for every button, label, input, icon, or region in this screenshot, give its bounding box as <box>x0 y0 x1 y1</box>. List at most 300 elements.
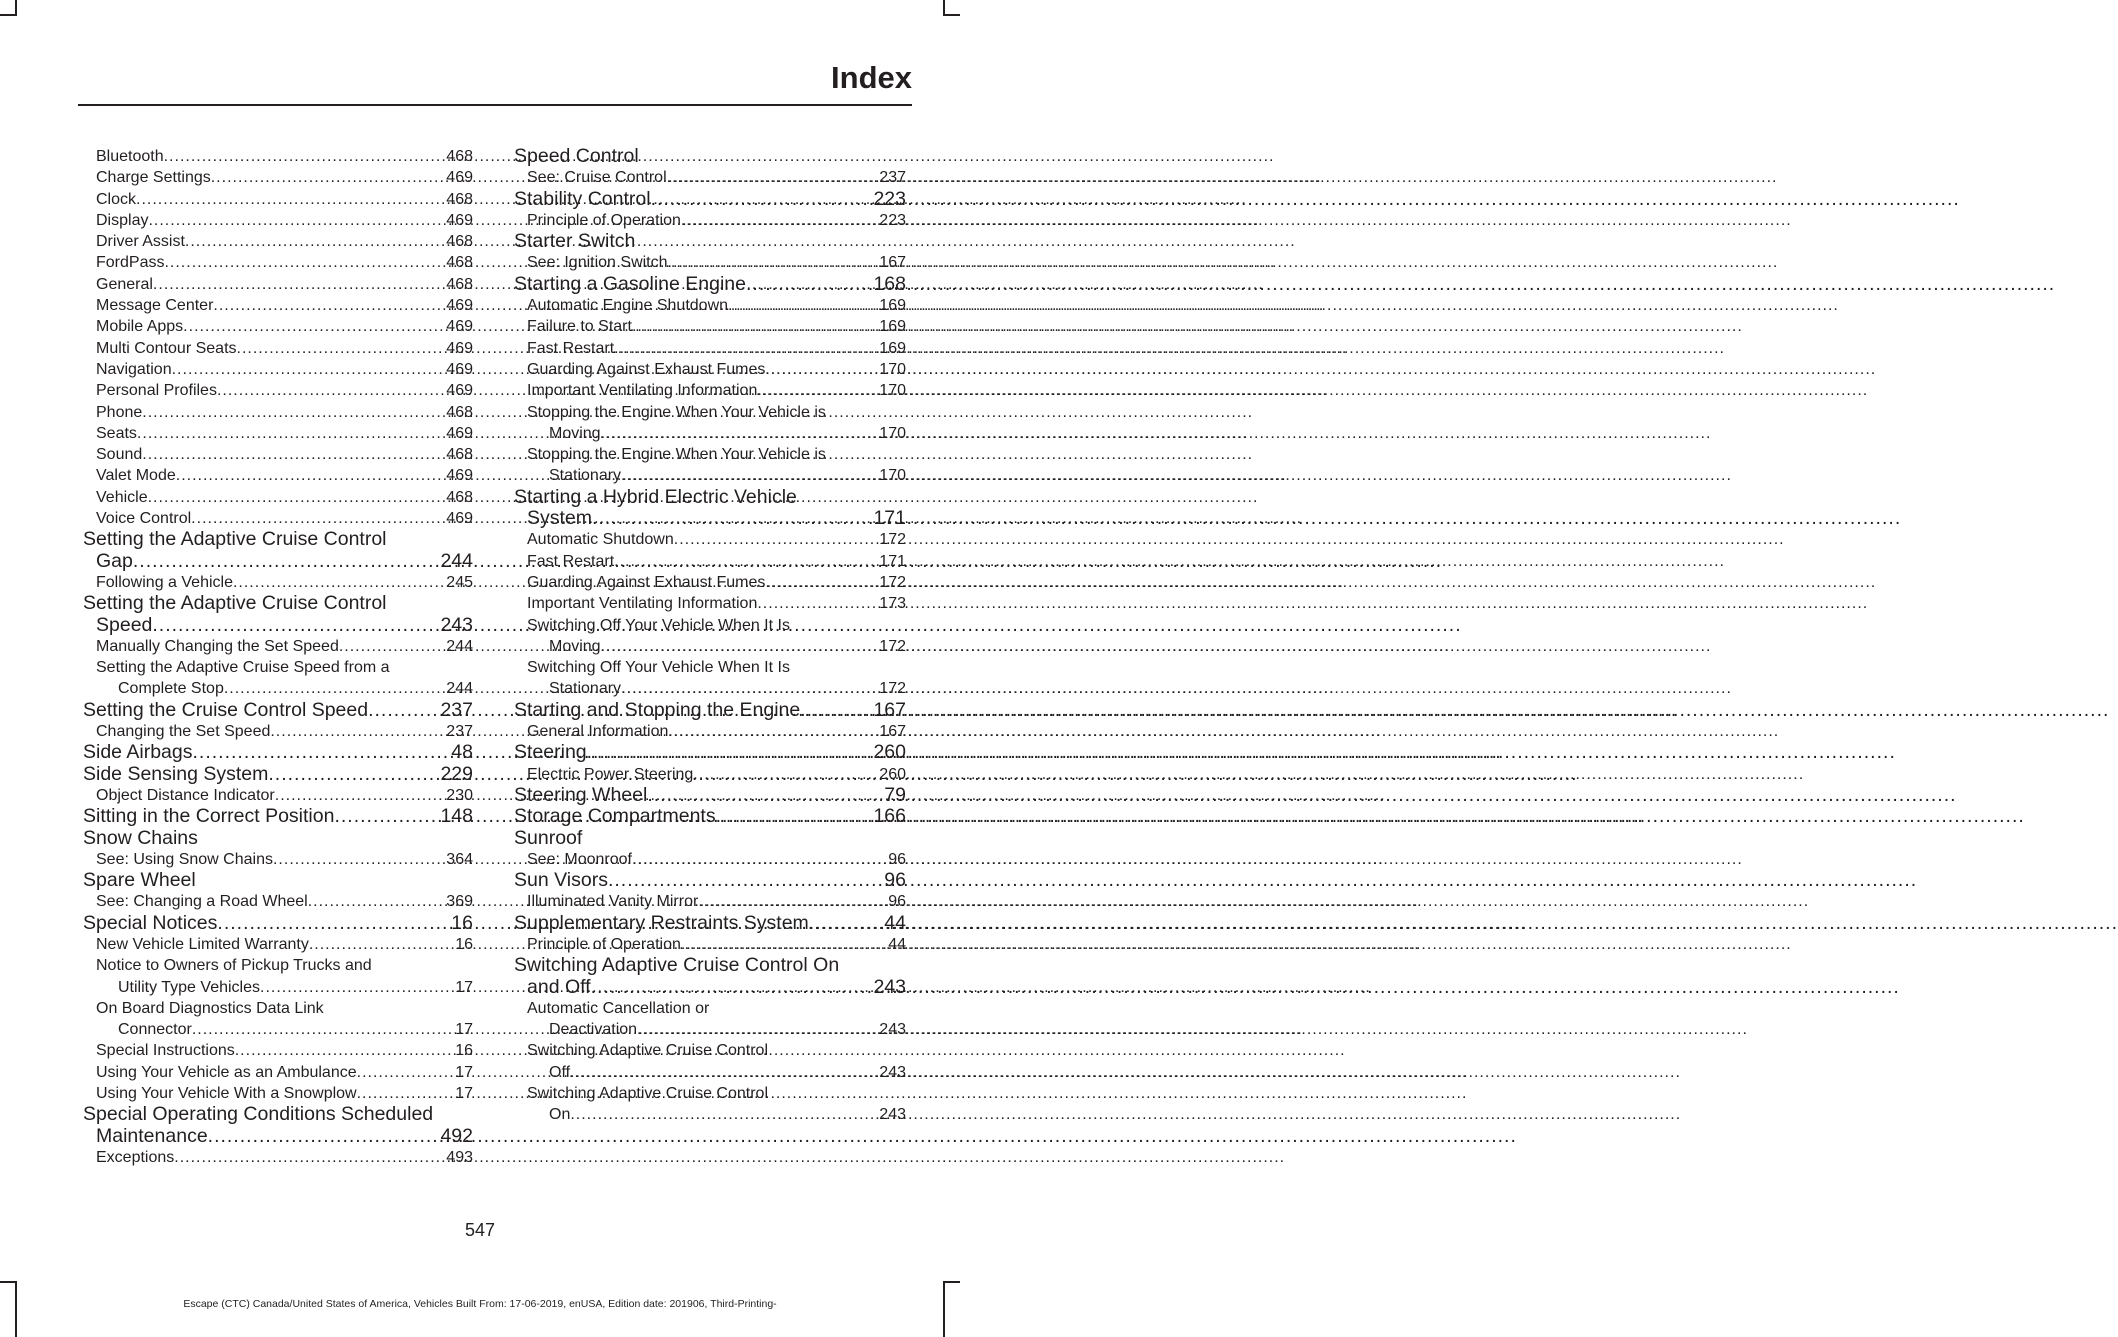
dot-leader <box>591 977 874 998</box>
index-entry-label: Automatic Shutdown <box>527 531 674 549</box>
index-entry-label: Starting and Stopping the Engine <box>514 698 801 721</box>
index-entry <box>514 380 906 401</box>
index-entry-page: 171 <box>879 552 906 570</box>
dot-leader <box>174 1147 446 1168</box>
index-entry-label: Fast Restart <box>527 339 615 357</box>
index-entry-label: Vehicle <box>96 488 148 506</box>
dot-leader <box>164 146 447 167</box>
index-entry <box>83 785 473 806</box>
index-entry <box>514 1019 906 1040</box>
index-entry <box>514 551 906 572</box>
index-entry-label: Special Operating Conditions Scheduled <box>83 1103 434 1126</box>
dot-leader <box>681 210 879 231</box>
index-entry <box>83 487 473 508</box>
index-entry-label: Personal Profiles <box>96 382 217 400</box>
index-entry <box>514 529 906 550</box>
index-entry-label: Voice Control <box>96 510 192 528</box>
index-entry <box>83 615 473 636</box>
dot-leader <box>698 891 888 912</box>
dot-leader <box>800 700 873 721</box>
index-entry <box>83 955 473 976</box>
index-entry <box>514 891 906 912</box>
dot-leader <box>651 189 874 210</box>
index-entry-label: Charge Settings <box>96 169 211 187</box>
index-entry-page: 79 <box>884 783 906 806</box>
index-entry <box>514 913 906 934</box>
index-entry-label: Using Your Vehicle as an Ambulance <box>96 1063 357 1081</box>
dot-leader <box>668 252 880 273</box>
index-entry <box>83 1062 473 1083</box>
index-entry <box>514 316 906 337</box>
index-entry <box>83 210 473 231</box>
page-number: 547 <box>464 1220 496 1240</box>
dot-leader <box>224 678 446 699</box>
dot-leader <box>137 423 446 444</box>
dot-leader <box>632 316 879 337</box>
index-entry <box>83 700 473 721</box>
dot-leader <box>668 721 879 742</box>
document-footer: Escape (CTC) Canada/United States of America, Vehicles Built From: 17-06-2019, enUSA, Edition date: 201906, Third-Printing- <box>183 1298 777 1310</box>
index-entry-label: Moving <box>549 424 601 442</box>
index-entry-page: 167 <box>873 698 906 721</box>
dot-leader <box>614 338 879 359</box>
index-entry-page: 243 <box>873 975 906 998</box>
index-entry-label: Multi Contour Seats <box>96 339 237 357</box>
dot-leader <box>268 764 440 785</box>
dot-leader <box>270 721 446 742</box>
index-entry-label: Driver Assist <box>96 233 185 251</box>
index-entry-label: Principle of Operation <box>527 935 681 953</box>
index-entry-label: See: Changing a Road Wheel <box>96 893 308 911</box>
index-entry-label: See: Cruise Control <box>527 169 667 187</box>
header-divider <box>78 104 912 106</box>
dot-leader <box>191 508 446 529</box>
index-entry-page: 245 <box>446 573 473 591</box>
index-entry <box>83 551 473 572</box>
dot-leader <box>217 380 446 401</box>
index-entry-page: 223 <box>879 211 906 229</box>
index-entry <box>514 615 906 636</box>
index-entry-label: Important Ventilating Information <box>527 595 758 613</box>
index-entry-page: 469 <box>446 510 473 528</box>
index-entry <box>83 1147 473 1168</box>
index-entry-page: 48 <box>451 741 473 764</box>
index-entry <box>83 529 473 550</box>
index-entry <box>83 891 473 912</box>
index-entry-label: Starter Switch <box>514 230 636 253</box>
index-entry <box>514 146 906 167</box>
index-entry-page: 170 <box>879 424 906 442</box>
index-entry-page: 469 <box>446 424 473 442</box>
index-entry <box>514 189 906 210</box>
dot-leader <box>716 806 874 827</box>
index-entry-label: Sunroof <box>514 826 583 849</box>
page-title: Index <box>831 60 912 95</box>
index-entry-label: Principle of Operation <box>527 211 681 229</box>
dot-leader <box>213 295 446 316</box>
dot-leader <box>681 934 888 955</box>
index-entry-label: Exceptions <box>96 1148 175 1166</box>
index-entry <box>514 955 906 976</box>
index-entry <box>83 338 473 359</box>
index-entry-label: Failure to Start <box>527 318 632 336</box>
index-entry-page: 469 <box>446 318 473 336</box>
dot-leader <box>357 1083 456 1104</box>
index-entry <box>83 1040 473 1061</box>
dot-leader <box>765 359 879 380</box>
dot-leader <box>211 167 447 188</box>
dot-leader <box>148 210 446 231</box>
index-entry-label: General Information <box>527 723 669 741</box>
index-entry-page: 260 <box>879 765 906 783</box>
index-entry-label: Sun Visors <box>514 869 608 892</box>
index-entry-page: 44 <box>884 911 906 934</box>
index-entry-page: 469 <box>446 297 473 315</box>
index-entry-label: System <box>527 507 593 530</box>
index-entry-page: 17 <box>455 978 473 996</box>
index-entry <box>83 189 473 210</box>
index-entry <box>83 167 473 188</box>
index-entry-label: General <box>96 275 153 293</box>
index-entry <box>514 508 906 529</box>
crop-mark-bottom-left-h <box>0 1281 17 1283</box>
index-entry-page: 172 <box>879 637 906 655</box>
index-entry-label: Automatic Engine Shutdown <box>527 297 729 315</box>
index-entry-page: 169 <box>879 318 906 336</box>
index-entry-page: 260 <box>873 741 906 764</box>
dot-leader <box>133 551 441 572</box>
dot-leader <box>275 785 447 806</box>
index-entry <box>514 678 906 699</box>
index-entry-label: FordPass <box>96 254 165 272</box>
index-entry <box>83 998 473 1019</box>
crop-mark-bottom-right-h <box>943 1281 960 1283</box>
index-entry <box>514 1104 906 1125</box>
index-entry-page: 172 <box>879 573 906 591</box>
index-entry-label: Important Ventilating Information <box>527 382 758 400</box>
index-entry-page: 468 <box>446 148 473 165</box>
index-entry-label: On <box>549 1106 571 1124</box>
index-entry <box>514 849 906 870</box>
dot-leader <box>233 572 446 593</box>
index-entry-label: Sitting in the Correct Position <box>83 805 335 828</box>
index-entry <box>514 657 906 678</box>
index-entry-label: Special Instructions <box>96 1042 235 1060</box>
dot-leader <box>809 913 885 934</box>
index-entry-page: 96 <box>888 893 906 911</box>
index-entry-label: Seats <box>96 424 137 442</box>
crop-mark-top-right <box>943 0 945 14</box>
index-entry <box>514 828 906 849</box>
index-column-right <box>514 146 906 1126</box>
dot-leader <box>183 316 446 337</box>
index-entry-page: 243 <box>879 1106 906 1124</box>
dot-leader <box>592 508 873 529</box>
index-entry-label: Switching Off Your Vehicle When It Is <box>527 659 790 677</box>
index-entry-label: Manually Changing the Set Speed <box>96 637 339 655</box>
index-entry <box>514 572 906 593</box>
index-entry <box>83 849 473 870</box>
dot-leader <box>176 465 447 486</box>
index-entry <box>83 1104 473 1125</box>
dot-leader <box>757 593 879 614</box>
index-entry-label: New Vehicle Limited Warranty <box>96 935 309 953</box>
index-entry <box>514 934 906 955</box>
index-entry <box>514 231 906 252</box>
index-entry-label: Supplementary Restraints System <box>514 911 809 934</box>
crop-mark-top-right-h <box>943 14 960 16</box>
index-entry <box>514 721 906 742</box>
dot-leader <box>614 551 879 572</box>
index-entry <box>83 316 473 337</box>
index-entry-label: Stopping the Engine When Your Vehicle is <box>527 403 826 421</box>
index-entry-page: 17 <box>455 1085 473 1103</box>
index-entry-label: Stability Control <box>514 187 651 210</box>
index-entry <box>83 870 473 891</box>
index-entry <box>83 423 473 444</box>
index-entry <box>83 678 473 699</box>
index-entry-label: Utility Type Vehicles <box>118 978 260 996</box>
index-entry <box>514 785 906 806</box>
index-entry <box>514 252 906 273</box>
index-entry-page: 468 <box>446 190 473 208</box>
index-entry-label: Stopping the Engine When Your Vehicle is <box>527 446 826 464</box>
index-entry-page: 468 <box>446 233 473 251</box>
index-entry-page: 469 <box>446 360 473 378</box>
index-entry <box>83 508 473 529</box>
index-entry-label: Snow Chains <box>83 826 198 849</box>
index-entry-page: 169 <box>879 297 906 315</box>
index-entry-label: Deactivation <box>549 1021 638 1039</box>
index-entry-label: Switching Adaptive Cruise Control <box>527 1085 769 1103</box>
index-entry-page: 96 <box>884 869 906 892</box>
index-entry-label: Notice to Owners of Pickup Trucks and <box>96 957 372 975</box>
dot-leader <box>601 636 880 657</box>
dot-leader <box>172 359 447 380</box>
index-entry-page: 243 <box>879 1063 906 1081</box>
index-entry <box>83 977 473 998</box>
index-entry-label: Maintenance <box>96 1124 208 1147</box>
dot-leader <box>273 849 446 870</box>
index-entry-label: Speed Control <box>514 145 639 167</box>
index-entry-page: 493 <box>446 1148 473 1166</box>
index-entry-page: 468 <box>446 488 473 506</box>
index-entry-page: 468 <box>446 275 473 293</box>
index-entry-page: 16 <box>455 935 473 953</box>
index-entry-label: Special Notices <box>83 911 218 934</box>
index-entry <box>83 572 473 593</box>
dot-leader <box>621 678 879 699</box>
index-entry <box>514 700 906 721</box>
index-entry-label: and Off <box>527 975 591 998</box>
index-entry <box>83 359 473 380</box>
dot-leader <box>757 380 879 401</box>
index-entry <box>83 252 473 273</box>
dot-leader <box>192 1019 455 1040</box>
dot-leader <box>309 934 455 955</box>
index-entry-label: Display <box>96 211 149 229</box>
index-entry-page: 229 <box>440 762 473 785</box>
index-entry-page: 469 <box>446 382 473 400</box>
dot-leader <box>621 465 879 486</box>
index-entry-label: Electric Power Steering <box>527 765 694 783</box>
index-entry-page: 469 <box>446 169 473 187</box>
index-entry <box>83 593 473 614</box>
index-entry <box>514 593 906 614</box>
index-entry-label: Stationary <box>549 680 622 698</box>
index-entry <box>514 1062 906 1083</box>
index-entry <box>83 1083 473 1104</box>
index-entry-label: On Board Diagnostics Data Link <box>96 999 324 1017</box>
dot-leader <box>693 764 879 785</box>
index-entry-label: Mobile Apps <box>96 318 184 336</box>
index-entry-label: Navigation <box>96 360 172 378</box>
index-entry-label: Illuminated Vanity Mirror <box>527 893 699 911</box>
dot-leader <box>164 252 446 273</box>
dot-leader <box>237 338 447 359</box>
index-entry-label: Starting a Hybrid Electric Vehicle <box>514 485 797 508</box>
index-entry-label: See: Moonroof <box>527 850 632 868</box>
index-entry-page: 237 <box>446 723 473 741</box>
index-entry-label: Steering <box>514 741 587 764</box>
index-entry-label: See: Ignition Switch <box>527 254 668 272</box>
index-entry <box>514 1083 906 1104</box>
index-entry-label: Storage Compartments <box>514 805 716 828</box>
index-entry-label: Moving <box>549 637 601 655</box>
index-entry <box>83 380 473 401</box>
index-entry <box>514 167 906 188</box>
index-entry-label: See: Using Snow Chains <box>96 850 273 868</box>
dot-leader <box>570 1062 879 1083</box>
index-entry <box>514 487 906 508</box>
index-entry <box>514 764 906 785</box>
index-entry-page: 167 <box>879 723 906 741</box>
index-entry-label: Following a Vehicle <box>96 573 233 591</box>
index-entry-label: Automatic Cancellation or <box>527 999 710 1017</box>
dot-leader <box>208 1126 441 1147</box>
index-entry-page: 166 <box>873 805 906 828</box>
dot-leader <box>608 870 884 891</box>
index-entry-label: Steering Wheel <box>514 783 648 806</box>
index-entry-page: 173 <box>879 595 906 613</box>
index-entry-label: Using Your Vehicle With a Snowplow <box>96 1085 357 1103</box>
index-entry-page: 492 <box>440 1124 473 1147</box>
index-entry-page: 148 <box>440 805 473 828</box>
index-entry-page: 167 <box>879 254 906 272</box>
index-entry-page: 243 <box>440 613 473 636</box>
index-entry-page: 16 <box>455 1042 473 1060</box>
index-entry-label: Phone <box>96 403 143 421</box>
index-entry-page: 468 <box>446 403 473 421</box>
index-entry <box>83 742 473 763</box>
dot-leader <box>728 295 879 316</box>
index-entry-label: Guarding Against Exhaust Fumes <box>527 360 766 378</box>
dot-leader <box>152 615 440 636</box>
index-entry <box>83 146 473 167</box>
index-entry-page: 237 <box>879 169 906 187</box>
index-entry-label: Setting the Cruise Control Speed <box>83 698 369 721</box>
index-entry <box>514 870 906 891</box>
dot-leader <box>185 231 446 252</box>
index-entry-page: 469 <box>446 211 473 229</box>
index-entry-page: 468 <box>446 446 473 464</box>
index-entry <box>514 359 906 380</box>
index-entry-page: 96 <box>888 850 906 868</box>
index-entry <box>514 465 906 486</box>
dot-leader <box>153 274 446 295</box>
index-entry-label: Fast Restart <box>527 552 615 570</box>
dot-leader <box>674 529 880 550</box>
dot-leader <box>217 913 451 934</box>
index-entry <box>514 636 906 657</box>
index-entry <box>514 977 906 998</box>
index-entry <box>83 934 473 955</box>
index-entry <box>83 657 473 678</box>
index-entry-label: Switching Adaptive Cruise Control On <box>514 954 840 977</box>
index-entry-label: Switching Adaptive Cruise Control <box>527 1042 769 1060</box>
index-entry-label: Switching Off Your Vehicle When It Is <box>527 616 790 634</box>
index-entry-label: Setting the Adaptive Cruise Speed from a <box>96 659 390 677</box>
index-entry-label: Side Sensing System <box>83 762 269 785</box>
index-entry-label: Changing the Set Speed <box>96 723 271 741</box>
index-entry <box>83 913 473 934</box>
index-entry-page: 169 <box>879 339 906 357</box>
index-entry-page: 469 <box>446 339 473 357</box>
dot-leader <box>193 742 452 763</box>
index-entry <box>514 423 906 444</box>
index-entry-page: 469 <box>446 467 473 485</box>
index-entry <box>514 806 906 827</box>
index-entry-label: Object Distance Indicator <box>96 786 275 804</box>
index-entry-label: Speed <box>96 613 153 636</box>
index-entry <box>514 274 906 295</box>
dot-leader <box>308 891 447 912</box>
index-entry <box>83 764 473 785</box>
index-entry-page: 17 <box>455 1021 473 1039</box>
dot-leader <box>765 572 879 593</box>
index-entry-page: 170 <box>879 467 906 485</box>
index-entry-label: Setting the Adaptive Cruise Control <box>83 592 387 615</box>
index-entry <box>83 274 473 295</box>
index-entry-page: 170 <box>879 382 906 400</box>
index-entry-label: Gap <box>96 549 133 572</box>
index-entry <box>514 998 906 1019</box>
index-entry-label: Clock <box>96 190 137 208</box>
index-entry-page: 243 <box>879 1021 906 1039</box>
dot-leader <box>637 1019 879 1040</box>
dot-leader <box>647 785 884 806</box>
index-entry-page: 16 <box>451 911 473 934</box>
index-entry <box>83 231 473 252</box>
index-entry-label: Message Center <box>96 297 214 315</box>
dot-leader <box>632 849 888 870</box>
index-column-left <box>83 146 473 1168</box>
index-entry <box>83 444 473 465</box>
index-entry-label: Side Airbags <box>83 741 193 764</box>
index-entry-label: Connector <box>118 1021 192 1039</box>
crop-mark-top-left <box>15 0 17 14</box>
index-entry <box>83 295 473 316</box>
dot-leader <box>339 636 446 657</box>
index-entry-page: 244 <box>446 680 473 698</box>
dot-leader <box>601 423 880 444</box>
index-entry-label: Setting the Adaptive Cruise Control <box>83 528 387 551</box>
index-entry-label: Complete Stop <box>118 680 224 698</box>
index-entry-page: 44 <box>888 935 906 953</box>
index-entry <box>514 742 906 763</box>
index-entry-label: Stationary <box>549 467 622 485</box>
dot-leader <box>357 1062 456 1083</box>
